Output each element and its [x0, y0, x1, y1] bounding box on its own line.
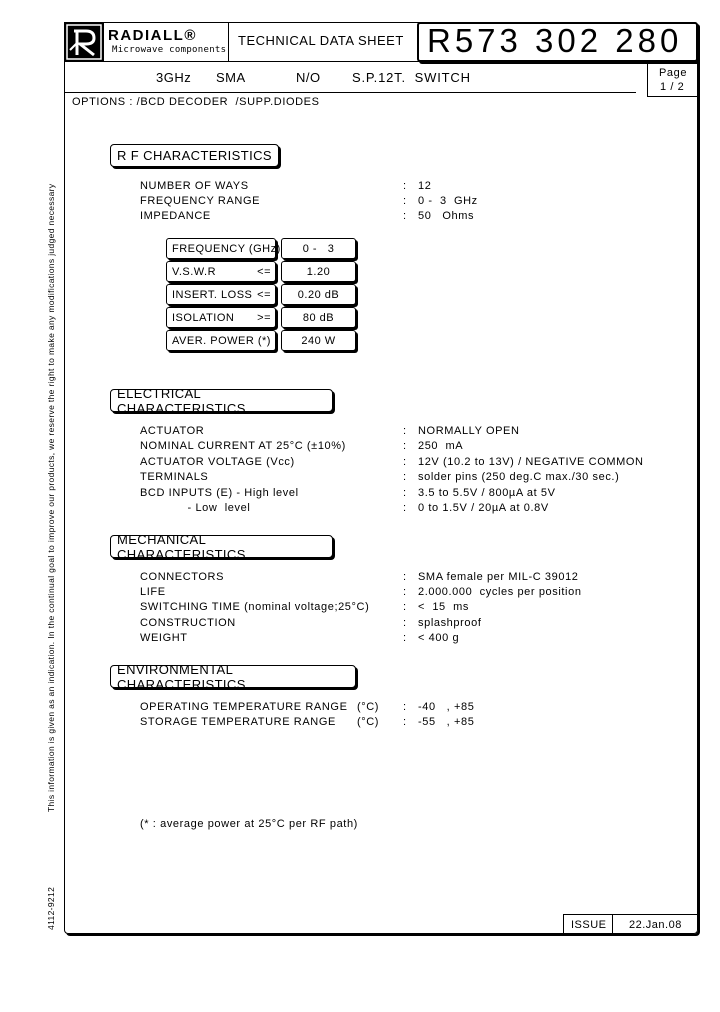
page-box-border: [647, 96, 698, 97]
issue-label: ISSUE: [571, 918, 607, 931]
mechanical-colon: :: [403, 632, 407, 644]
mechanical-colon: :: [403, 571, 407, 583]
rf-colon: :: [403, 180, 407, 192]
mechanical-colon: :: [403, 601, 407, 613]
mechanical-value: 2.000.000 cycles per position: [418, 586, 582, 598]
rf-table-operator: <=: [257, 288, 271, 301]
side-disclaimer: This information is given as an indication. In the continual goal to improve our products, we reserve the right to make any modifications judged necessary: [46, 183, 56, 812]
page-box-border: [647, 62, 648, 96]
rf-colon: :: [403, 210, 407, 222]
rf-table-label: [166, 261, 276, 282]
rf-table-value: 1.20: [281, 261, 356, 282]
rf-label: IMPEDANCE: [140, 210, 211, 222]
mechanical-colon: :: [403, 617, 407, 629]
environmental-unit: (°C): [357, 701, 380, 713]
electrical-value: solder pins (250 deg.C max./30 sec.): [418, 471, 620, 483]
title-connector: SMA: [216, 70, 246, 85]
rf-table-value: 0 - 3: [281, 238, 356, 259]
rf-table-label-text: FREQUENCY (GHz): [172, 242, 281, 255]
rf-label: NUMBER OF WAYS: [140, 180, 249, 192]
page-number: 1 / 2: [660, 81, 685, 93]
electrical-colon: :: [403, 456, 407, 468]
rf-value: 0 - 3 GHz: [418, 195, 478, 207]
environmental-label: STORAGE TEMPERATURE RANGE: [140, 716, 336, 728]
electrical-colon: :: [403, 502, 407, 514]
rf-table-operator: <=: [257, 265, 271, 278]
rf-table-label: [166, 284, 276, 305]
environmental-colon: :: [403, 701, 407, 713]
mechanical-label: SWITCHING TIME (nominal voltage;25°C): [140, 601, 370, 613]
electrical-label: NOMINAL CURRENT AT 25°C (±10%): [140, 440, 346, 452]
mechanical-label: WEIGHT: [140, 632, 188, 644]
mechanical-value: < 400 g: [418, 632, 460, 644]
rf-table-value: 240 W: [281, 330, 356, 351]
doc-type-title: TECHNICAL DATA SHEET: [238, 33, 404, 48]
environmental-heading: ENVIRONMENTAL CHARACTERISTICS: [110, 665, 356, 688]
mechanical-value: SMA female per MIL-C 39012: [418, 571, 579, 583]
electrical-label: ACTUATOR VOLTAGE (Vcc): [140, 456, 295, 468]
brand-subtitle: Microwave components: [112, 45, 227, 55]
brand-name: RADIALL®: [108, 27, 197, 44]
electrical-value: 12V (10.2 to 13V) / NEGATIVE COMMON: [418, 456, 644, 468]
issue-date: 22.Jan.08: [629, 918, 682, 931]
electrical-value: NORMALLY OPEN: [418, 425, 520, 437]
rf-value: 50 Ohms: [418, 210, 475, 222]
electrical-value: 3.5 to 5.5V / 800µA at 5V: [418, 487, 556, 499]
rf-table-value: 0.20 dB: [281, 284, 356, 305]
rf-table-label-text: INSERT. LOSS: [172, 288, 253, 301]
mechanical-colon: :: [403, 586, 407, 598]
electrical-label: - Low level: [140, 502, 251, 514]
electrical-colon: :: [403, 425, 407, 437]
part-number-box: [417, 22, 698, 62]
environmental-unit: (°C): [357, 716, 380, 728]
radiall-logo-icon: [64, 22, 104, 62]
title-underline: [64, 92, 636, 93]
environmental-value: -40 , +85: [418, 701, 475, 713]
mechanical-label: CONNECTORS: [140, 571, 225, 583]
rf-colon: :: [403, 195, 407, 207]
electrical-value: 0 to 1.5V / 20µA at 0.8V: [418, 502, 549, 514]
title-frequency: 3GHz: [156, 70, 192, 85]
options-line: OPTIONS : /BCD DECODER /SUPP.DIODES: [72, 96, 320, 108]
environmental-label: OPERATING TEMPERATURE RANGE: [140, 701, 348, 713]
environmental-value: -55 , +85: [418, 716, 475, 728]
electrical-label: BCD INPUTS (E) - High level: [140, 487, 299, 499]
environmental-colon: :: [403, 716, 407, 728]
issue-box: [563, 914, 698, 934]
rf-table-label-text: V.S.W.R: [172, 265, 217, 278]
electrical-heading: ELECTRICAL CHARACTERISTICS: [110, 389, 333, 412]
electrical-label: TERMINALS: [140, 471, 209, 483]
mechanical-label: LIFE: [140, 586, 166, 598]
electrical-label: ACTUATOR: [140, 425, 205, 437]
part-number: R573 302 280: [427, 22, 683, 59]
rf-value: 12: [418, 180, 432, 192]
mechanical-value: < 15 ms: [418, 601, 469, 613]
electrical-colon: :: [403, 487, 407, 499]
side-code: 4112-9212: [46, 886, 56, 930]
mechanical-heading: MECHANICAL CHARACTERISTICS: [110, 535, 333, 558]
electrical-value: 250 mA: [418, 440, 464, 452]
rf-table-value: 80 dB: [281, 307, 356, 328]
electrical-colon: :: [403, 440, 407, 452]
rf-table-operator: >=: [257, 311, 271, 324]
header-separator: [228, 22, 229, 62]
mechanical-label: CONSTRUCTION: [140, 617, 236, 629]
rf-table-label: [166, 238, 281, 259]
rf-table-label-text: AVER. POWER (*): [172, 334, 271, 347]
page-label: Page: [659, 67, 688, 79]
rf-heading: R F CHARACTERISTICS: [110, 144, 279, 167]
rf-table-label: [166, 330, 276, 351]
title-state: N/O: [296, 70, 321, 85]
mechanical-value: splashproof: [418, 617, 482, 629]
title-type: S.P.12T. SWITCH: [352, 70, 471, 85]
electrical-colon: :: [403, 471, 407, 483]
rf-table-label: [166, 307, 276, 328]
issue-divider: [612, 914, 613, 934]
footnote: (* : average power at 25°C per RF path): [140, 818, 358, 830]
rf-table-label-text: ISOLATION: [172, 311, 235, 324]
rf-label: FREQUENCY RANGE: [140, 195, 261, 207]
